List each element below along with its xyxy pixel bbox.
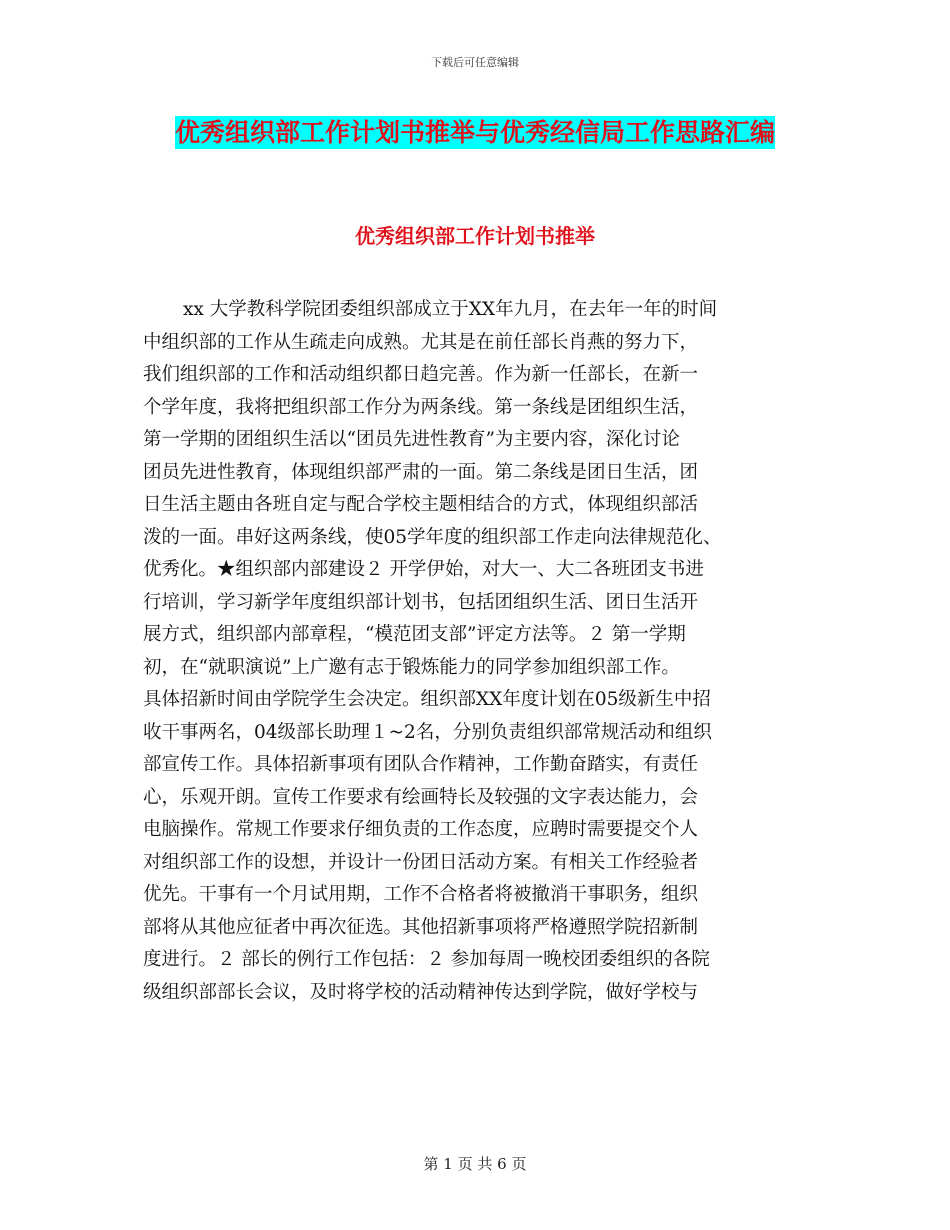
body-line: 泼的一面。串好这两条线，使05学年度的组织部工作走向法律规范化、	[143, 526, 722, 548]
body-line: 优秀化。★组织部内部建设２ 开学伊始，对大一、大二各班团支书进	[143, 559, 704, 580]
body-line: 个学年度，我将把组织部工作分为两条线。第一条线是团组织生活，	[143, 396, 699, 418]
body-line: 心，乐观开朗。宣传工作要求有绘画特长及较强的文字表达能力，会	[143, 786, 699, 808]
body-text	[143, 294, 823, 1009]
section-title: 优秀组织部工作计划书推举	[355, 224, 595, 248]
body-line: 优先。干事有一个月试用期，工作不合格者将被撤消干事职务，组织	[143, 884, 699, 905]
body-line: 级组织部部长会议，及时将学校的活动精神传达到学院，做好学校与	[143, 981, 699, 1003]
body-line: 部宣传工作。具体招新事项有团队合作精神，工作勤奋踏实，有责任	[143, 754, 699, 775]
body-line: 团员先进性教育，体现组织部严肃的一面。第二条线是团日生活，团	[143, 461, 699, 483]
body-line: 初，在“就职演说”上广邀有志于锻炼能力的同学参加组织部工作。	[143, 656, 680, 678]
body-line: 对组织部工作的设想，并设计一份团日活动方案。有相关工作经验者	[143, 851, 699, 873]
body-line: 我们组织部的工作和活动组织都日趋完善。作为新一任部长，在新一	[143, 364, 699, 385]
document-title-text: 优秀组织部工作计划书推举与优秀经信局工作思路汇编	[174, 118, 775, 147]
body-line: 收干事两名，04级部长助理１~2名，分别负责组织部常规活动和组织	[143, 721, 712, 743]
body-line: 行培训，学习新学年度组织部计划书，包括团组织生活、团日生活开	[143, 591, 699, 613]
document-title	[142, 108, 808, 158]
body-line: 中组织部的工作从生疏走向成熟。尤其是在前任部长肖燕的努力下，	[143, 331, 699, 353]
body-line: 具体招新时间由学院学生会决定。组织部XX年度计划在05级新生中招	[143, 689, 711, 710]
body-line: xx 大学教科学院团委组织部成立于XX年九月，在去年一年的时间	[183, 299, 718, 320]
body-line: 展方式，组织部内部章程，“模范团支部”评定方法等。２ 第一学期	[143, 624, 686, 645]
header-note: 下载后可任意编辑	[431, 56, 519, 69]
body-line: 部将从其他应征者中再次征选。其他招新事项将严格遵照学院招新制	[143, 916, 699, 938]
body-line: 第一学期的团组织生活以“团员先进性教育”为主要内容，深化讨论	[143, 429, 680, 450]
page-number: 第 1 页 共 6 页	[423, 1155, 527, 1173]
body-line: 日生活主题由各班自定与配合学校主题相结合的方式，体现组织部活	[143, 494, 699, 515]
body-line: 电脑操作。常规工作要求仔细负责的工作态度，应聘时需要提交个人	[143, 819, 699, 840]
body-line: 度进行。２ 部长的例行工作包括：２ 参加每周一晚校团委组织的各院	[143, 949, 710, 970]
